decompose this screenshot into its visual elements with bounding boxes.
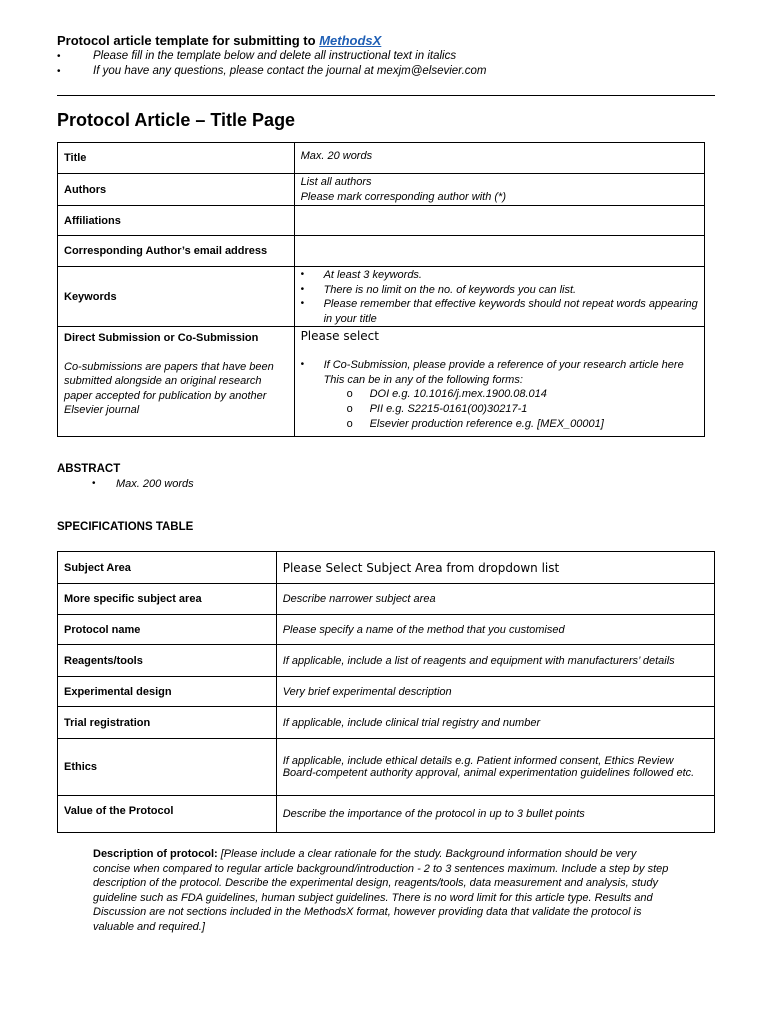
title-field[interactable]: Max. 20 words	[294, 143, 704, 174]
template-heading	[57, 33, 381, 48]
spec-label: Reagents/tools	[58, 645, 277, 677]
table-row	[58, 552, 715, 584]
submission-label-cell	[58, 327, 295, 437]
list-item	[301, 358, 698, 387]
format-text: Elsevier production reference e.g. [MEX_00001]	[369, 418, 604, 430]
spec-field[interactable]: If applicable, include clinical trial registry and number	[276, 707, 714, 739]
spec-field[interactable]: If applicable, include ethical details e.g. Patient informed consent, Ethics Review Board-competent authority approval, animal experimentation guidelines followed etc.	[276, 739, 714, 796]
circle-marker-icon: o	[346, 418, 353, 430]
table-row	[58, 327, 705, 437]
affiliations-field[interactable]	[294, 206, 704, 236]
table-row	[58, 206, 705, 236]
spec-label: Subject Area	[58, 552, 277, 584]
submission-field	[294, 327, 704, 437]
horizontal-divider	[57, 95, 715, 96]
keyword-hint: Please remember that effective keywords should not repeat words appearing in your title	[323, 298, 698, 325]
authors-line: Please mark corresponding author with (*)	[300, 190, 506, 203]
spec-label: Ethics	[58, 739, 277, 796]
email-label: Corresponding Author’s email address	[58, 236, 295, 267]
description-text: [Please include a clear rationale for the study. Background information should be very concise when compared to regular article background/introduction - 2 to 3 sentences maximum. Include a step by step description of the protocol. Describe the experimental design, reagents/tools, data measurement and analysis, study guideline such as FDA guidelines, human subject guidelines. There is no word limit for this article type. Results and Discussion are not sections included in the MethodsX format, however providing data that validate the protocol is valuable and required.]	[93, 848, 669, 933]
keywords-field[interactable]	[294, 267, 704, 327]
instruction-text: Please fill in the template below and delete all instructional text in italics	[93, 50, 457, 62]
abstract-item	[92, 478, 194, 490]
table-row	[58, 677, 715, 707]
description-label: Description of protocol:	[93, 848, 218, 860]
list-item	[347, 417, 698, 432]
bullet-icon: •	[92, 478, 96, 489]
spec-label: Protocol name	[58, 615, 277, 645]
submission-label: Direct Submission or Co-Submission	[64, 332, 259, 344]
bullet-icon: •	[300, 269, 305, 280]
table-row	[58, 645, 715, 677]
authors-label: Authors	[58, 174, 295, 206]
abstract-heading: ABSTRACT	[57, 463, 121, 475]
instruction-item	[57, 49, 487, 64]
table-row	[58, 174, 705, 206]
spec-field[interactable]: Please specify a name of the method that you customised	[276, 615, 714, 645]
methodsx-link[interactable]: MethodsX	[319, 33, 382, 48]
table-row	[58, 236, 705, 267]
spec-label: Experimental design	[58, 677, 277, 707]
bullet-icon: •	[57, 66, 61, 77]
bullet-icon: •	[300, 359, 305, 370]
title-page-table	[57, 142, 705, 437]
spec-field[interactable]: Describe narrower subject area	[276, 584, 714, 615]
specifications-heading: SPECIFICATIONS TABLE	[57, 521, 194, 533]
spec-label: More specific subject area	[58, 584, 277, 615]
table-row	[58, 615, 715, 645]
submission-note: Co-submissions are papers that have been submitted alongside an original research paper accepted for publication by another Elsevier journal	[64, 360, 274, 416]
keywords-list	[301, 268, 698, 326]
subject-area-select[interactable]: Please Select Subject Area from dropdown list	[276, 552, 714, 584]
list-item	[347, 402, 698, 417]
list-item	[347, 387, 698, 402]
table-row	[58, 267, 705, 327]
instruction-list	[57, 49, 487, 79]
template-heading-text: Protocol article template for submitting to	[57, 33, 320, 48]
list-item	[301, 283, 698, 298]
title-label: Title	[58, 143, 295, 174]
circle-marker-icon: o	[346, 403, 353, 415]
keyword-hint: There is no limit on the no. of keywords you can list.	[323, 283, 577, 296]
reference-format-list	[301, 387, 698, 432]
instruction-text: If you have any questions, please contact the journal at mexjm@elsevier.com	[93, 65, 487, 77]
affiliations-label: Affiliations	[58, 206, 295, 236]
submission-hint: If Co-Submission, please provide a reference of your research article here This can be in any of the following forms:	[323, 359, 684, 386]
table-row	[58, 707, 715, 739]
bullet-icon: •	[300, 298, 305, 309]
spec-label: Value of the Protocol	[58, 796, 277, 833]
bullet-icon: •	[57, 51, 61, 62]
keyword-hint: At least 3 keywords.	[323, 269, 422, 281]
circle-marker-icon: o	[346, 388, 353, 400]
list-item	[301, 297, 698, 326]
submission-select[interactable]: Please select	[300, 329, 379, 343]
spec-field[interactable]: Describe the importance of the protocol in up to 3 bullet points	[276, 796, 714, 833]
list-item	[301, 268, 698, 283]
format-text: PII e.g. S2215-0161(00)30217-1	[369, 403, 528, 415]
table-row	[58, 143, 705, 174]
instruction-item	[57, 64, 487, 79]
spec-field[interactable]: If applicable, include a list of reagents and equipment with manufacturers’ details	[276, 645, 714, 677]
page-title: Protocol Article – Title Page	[57, 110, 296, 130]
bullet-icon: •	[300, 283, 305, 295]
description-paragraph	[93, 847, 673, 935]
table-row	[58, 584, 715, 615]
table-row	[58, 739, 715, 796]
abstract-hint: Max. 200 words	[116, 478, 194, 490]
authors-line: List all authors	[300, 176, 372, 188]
submission-list	[301, 358, 698, 387]
table-row	[58, 796, 715, 833]
authors-field[interactable]	[294, 174, 704, 206]
keywords-label: Keywords	[58, 267, 295, 327]
spec-field[interactable]: Very brief experimental description	[276, 677, 714, 707]
spec-label: Trial registration	[58, 707, 277, 739]
email-field[interactable]	[294, 236, 704, 267]
format-text: DOI e.g. 10.1016/j.mex.1900.08.014	[369, 388, 547, 400]
specifications-table	[57, 551, 715, 833]
